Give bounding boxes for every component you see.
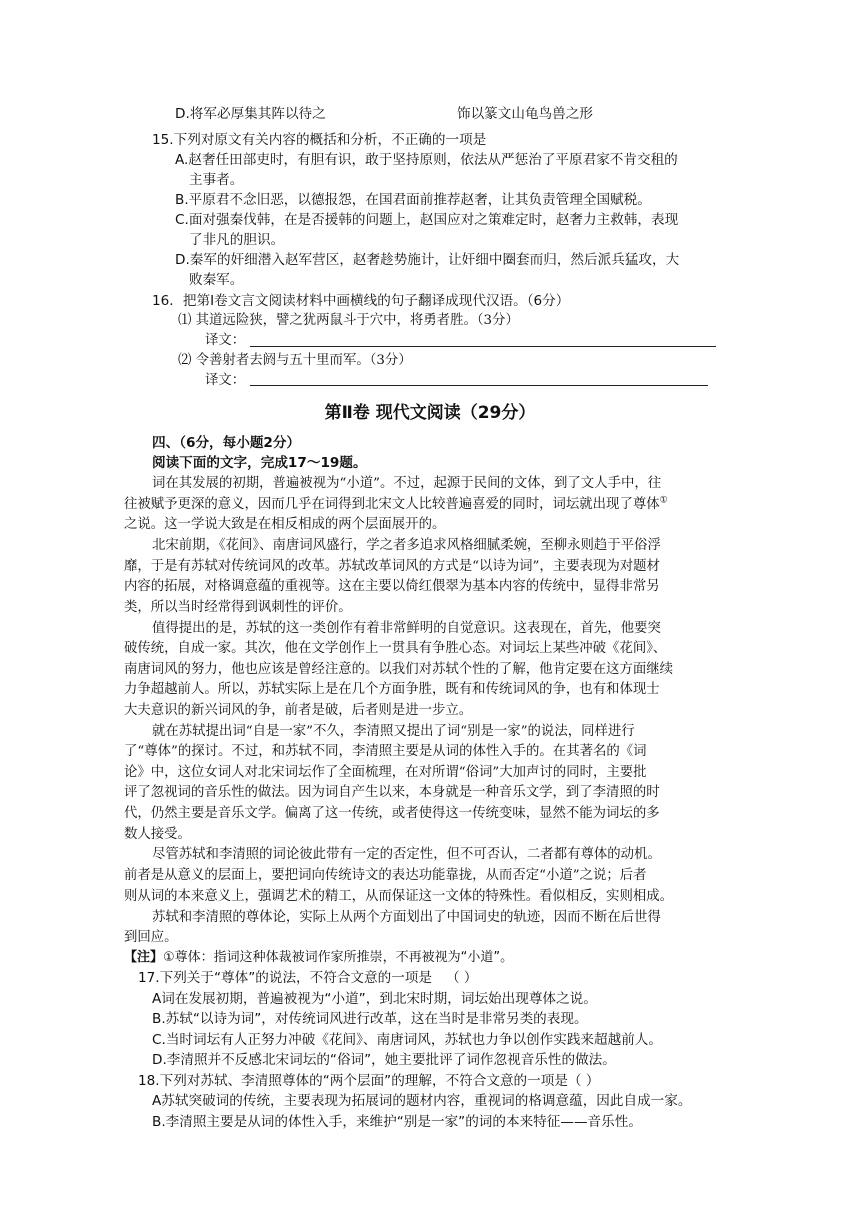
passage-line: 力争超越前人。所以，苏轼实际上是在几个方面争胜，既有和传统词风的争，也有和体现士: [124, 682, 660, 697]
q18-option-a: A苏轼突破词的传统，主要表现为拓展词的题材内容，重视词的格调意蕴，因此自成一家。: [152, 1093, 692, 1109]
passage-line: 南唐词风的努力，他也应该是曾经注意的。以我们对苏轼个性的了解，他肯定要在这方面继续: [124, 662, 674, 677]
q17-option-b: B.苏轼“以诗为词”，对传统词风进行改革，这在当时是非常另类的表现。: [152, 1011, 588, 1027]
q15-stem: 15.下列对原文有关内容的概括和分析，不正确的一项是: [152, 132, 487, 148]
passage-line: 就在苏轼提出词“自是一家”不久，李清照又提出了词“别是一家”的说法，同样进行: [152, 724, 635, 739]
passage-line: 到回应。: [124, 930, 178, 945]
q15-option-a: A.赵奢任田部吏时，有胆有识，敢于坚持原则，依法从严惩治了平原君家不肯交租的: [175, 152, 678, 168]
passage-line: 尽管苏轼和李清照的词论彼此带有一定的否定性，但不可否认，二者都有尊体的动机。: [152, 847, 661, 862]
q17-option-a: A词在发展初期，普遍被视为“小道”，到北宋时期，词坛始出现尊体之说。: [152, 991, 597, 1007]
passage-line: 则从词的本来意义上，强调艺术的精工，从而保证这一文体的特殊性。看似相反，实则相成。: [124, 889, 674, 904]
q18-option-b: B.李清照主要是从词的体性入手，来维护“别是一家”的词的本来特征——音乐性。: [152, 1114, 642, 1130]
passage-line: 北宋前期，《花间》、南唐词风盛行，学之者多追求风格细腻柔婉，至柳永则趋于平俗浮: [152, 538, 661, 553]
passage-line: 靡，于是有苏轼对传统词风的改革。苏轼改革词风的方式是“以诗为词”，主要表现为对题材: [124, 559, 660, 574]
q18-answer-paren[interactable]: （ ）: [567, 1073, 600, 1089]
q18-stem: 18.下列对苏轼、李清照尊体的“两个层面”的理解，不符合文意的一项是（ ）: [138, 1073, 600, 1089]
q16-sentence-2: ⑵ 令善射者去阏与五十里而军。（3分）: [178, 353, 412, 368]
q16-answer-line-2[interactable]: [250, 385, 708, 386]
passage-line: 前者是从意义的层面上，要把词向传统诗文的表达功能靠拢，从而否定“小道”之说；后者: [124, 868, 647, 883]
passage-line: 类，所以当时经常得到讽刺性的评价。: [124, 600, 352, 615]
q15-option-d: D.秦军的奸细潜入赵军营区，赵奢趁势施计，让奸细中圈套而归，然后派兵猛攻，大: [175, 252, 680, 268]
q16-translation-label-1: 译文：: [205, 333, 246, 348]
q17-option-c: C.当时词坛有人正努力冲破《花间》、南唐词风，苏轼也力争以创作实践来超越前人。: [152, 1032, 662, 1048]
passage-line: 了“尊体”的探讨。不过，和苏轼不同，李清照主要是从词的体性入手的。在其著名的《词: [124, 744, 647, 759]
q15-option-c: C.面对强秦伐韩，在是否援韩的问题上，赵国应对之策难定时，赵奢力主救韩，表现: [175, 212, 679, 228]
q14-option-d-part2: 饰以篆文山龟鸟兽之形: [457, 106, 593, 122]
q16-translation-label-2: 译文：: [205, 373, 246, 388]
q15-option-c-cont: 了非凡的胆识。: [189, 232, 285, 248]
q17-answer-paren[interactable]: （ ）: [445, 970, 478, 986]
q15-option-a-cont: 主事者。: [189, 172, 244, 188]
q17-option-d: D.李清照并不反感北宋词坛的“俗词”，她主要批评了词作忽视音乐性的做法。: [152, 1052, 616, 1068]
footnote-text: ①尊体：指词这种体裁被词作家所推崇，不再被视为“小道”。: [163, 950, 514, 965]
q15-option-b: B.平原君不念旧恶，以德报怨，在国君面前推荐赵奢，让其负责管理全国赋税。: [175, 192, 651, 208]
passage-line: 大夫意识的新兴词风的争，前者是破，后者则是进一步立。: [124, 703, 473, 718]
q16-sentence-1: ⑴ 其道远险狭，譬之犹两鼠斗于穴中，将勇者胜。（3分）: [178, 313, 519, 328]
footnote-label: 【注】: [124, 950, 164, 965]
passage-line: 数人接受。: [124, 827, 191, 842]
part-heading: 四、（6分，每小题2分）: [152, 435, 301, 451]
passage-line: 往被赋予更深的意义，因而几乎在词得到北宋文人比较普遍喜爱的同时，词坛就出现了尊体①: [124, 495, 668, 512]
passage-line: 破传统，自成一家。其次，他在文学创作上一贯具有争胜心态。对词坛上某些冲破《花间》、: [124, 641, 667, 656]
q16-stem: 16．把第Ⅰ卷文言文阅读材料中画横线的句子翻译成现代汉语。（6分）: [152, 293, 570, 309]
passage-line: 之说。这一学说大致是在相反相成的两个层面展开的。: [124, 517, 446, 532]
passage-line: 苏轼和李清照的尊体论，实际上从两个方面划出了中国词史的轨迹，因而不断在后世得: [152, 910, 661, 925]
q14-option-d-part1: D.将军必厚集其阵以待之: [175, 106, 326, 122]
q17-stem: 17.下列关于“尊体”的说法，不符合文意的一项是 （ ）: [138, 970, 478, 986]
passage-line: 评了忽视词的音乐性的做法。因为词自产生以来，本身就是一种音乐文学，到了李清照的时: [124, 785, 660, 800]
reading-instruction: 阅读下面的文字，完成17～19题。: [152, 455, 367, 471]
footnote: [124, 948, 513, 968]
passage-line: 内容的拓展，对格调意蕴的重视等。这在主要以倚红偎翠为基本内容的传统中，显得非常另: [124, 579, 660, 594]
q15-option-d-cont: 败秦军。: [189, 272, 244, 288]
passage-line: 代，仍然主要是音乐文学。偏离了这一传统，或者使得这一传统变味，显然不能为词坛的多: [124, 806, 660, 821]
section-title: 第Ⅱ卷 现代文阅读（29分）: [324, 403, 536, 423]
q16-answer-line-1[interactable]: [250, 346, 716, 347]
footnote-marker: ①: [659, 495, 668, 506]
passage-line: 论》中，这位女词人对北宋词坛作了全面梳理，在对所谓“俗词”大加声讨的同时，主要批: [124, 765, 647, 780]
passage-line: 词在其发展的初期，普遍被视为“小道”。不过，起源于民间的文体，到了文人手中，往: [152, 476, 662, 491]
passage-line: 值得提出的是，苏轼的这一类创作有着非常鲜明的自觉意识。这表现在，首先，他要突: [152, 621, 661, 636]
